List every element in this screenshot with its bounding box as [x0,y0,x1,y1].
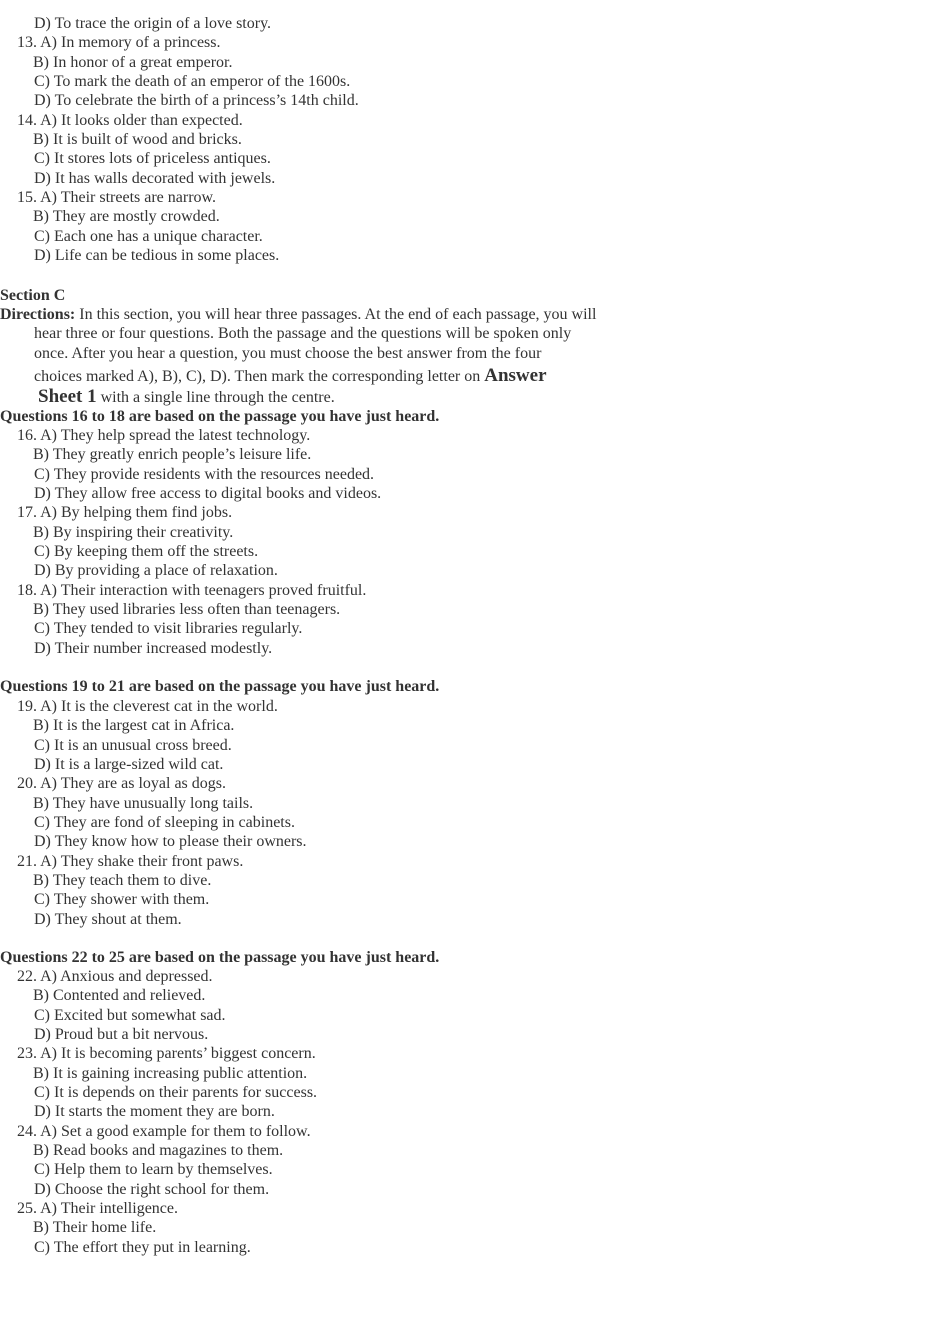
directions-text-5: with a single line through the centre. [96,389,335,406]
answer-option: C) They tended to visit libraries regularly. [34,620,303,637]
answer-option: C) Excited but somewhat sad. [34,1007,226,1024]
answer-option: B) They teach them to dive. [33,872,212,889]
answer-option: B) They greatly enrich people’s leisure life. [33,446,312,463]
answer-option: B) By inspiring their creativity. [33,524,234,541]
question-option-a: 15. A) Their streets are narrow. [17,189,217,206]
answer-option: C) By keeping them off the streets. [34,543,259,560]
question-option-a: 20. A) They are as loyal as dogs. [17,775,226,792]
answer-option: B) It is the largest cat in Africa. [33,717,235,734]
answer-option: D) They allow free access to digital books and videos. [34,485,382,502]
answer-option: B) Their home life. [33,1219,157,1236]
passage-2-heading: Questions 19 to 21 are based on the passage you have just heard. [0,678,440,695]
directions-line-2: hear three or four questions. Both the passage and the questions will be spoken only [34,325,572,342]
passage-3-heading: Questions 22 to 25 are based on the passage you have just heard. [0,949,440,966]
directions-label: Directions: [0,306,76,323]
question-option-a: 17. A) By helping them find jobs. [17,504,233,521]
answer-option: D) Choose the right school for them. [34,1181,270,1198]
question-option-a: 21. A) They shake their front paws. [17,853,244,870]
answer-option: C) They shower with them. [34,891,210,908]
answer-option: B) Read books and magazines to them. [33,1142,284,1159]
answer-option: B) It is built of wood and bricks. [33,131,242,148]
answer-option: C) It is an unusual cross breed. [34,737,232,754]
answer-option: D) To celebrate the birth of a princess’s 14th child. [34,92,359,109]
answer-option: D) It is a large-sized wild cat. [34,756,224,773]
directions-line-5 [38,385,335,409]
answer-option: C) To mark the death of an emperor of the 1600s. [34,73,351,90]
passage-1-heading: Questions 16 to 18 are based on the passage you have just heard. [0,408,440,425]
answer-option: C) They provide residents with the resources needed. [34,466,375,483]
question-option-a: 16. A) They help spread the latest technology. [17,427,311,444]
answer-option: B) They are mostly crowded. [33,208,220,225]
directions-text-1: In this section, you will hear three passages. At the end of each passage, you will [75,306,597,323]
question-option-a: 14. A) It looks older than expected. [17,112,243,129]
question-option-a: 23. A) It is becoming parents’ biggest concern. [17,1045,316,1062]
answer-option: D) It has walls decorated with jewels. [34,170,276,187]
answer-option: B) Contented and relieved. [33,987,206,1004]
answer-option: C) Each one has a unique character. [34,228,263,245]
answer-option: C) It stores lots of priceless antiques. [34,150,271,167]
answer-option: D) Life can be tedious in some places. [34,247,280,264]
question-option-a: 18. A) Their interaction with teenagers proved fruitful. [17,582,367,599]
answer-option: D) It starts the moment they are born. [34,1103,275,1120]
answer-option: C) They are fond of sleeping in cabinets. [34,814,295,831]
directions-line-3: once. After you hear a question, you must choose the best answer from the four [34,345,542,362]
answer-option: D) By providing a place of relaxation. [34,562,278,579]
answer-option: B) In honor of a great emperor. [33,54,233,71]
question-option-a: 22. A) Anxious and depressed. [17,968,213,985]
answer-option: C) It is depends on their parents for success. [34,1084,318,1101]
answer-option: C) The effort they put in learning. [34,1239,251,1256]
answer-option: D) They know how to please their owners. [34,833,307,850]
answer-option: D) To trace the origin of a love story. [34,15,272,32]
answer-sheet-word-sheet: Sheet 1 [38,386,97,407]
answer-option: B) They used libraries less often than teenagers. [33,601,341,618]
answer-option: D) Proud but a bit nervous. [34,1026,209,1043]
question-option-a: 24. A) Set a good example for them to follow. [17,1123,311,1140]
answer-option: D) Their number increased modestly. [34,640,273,657]
answer-option: C) Help them to learn by themselves. [34,1161,273,1178]
directions-line-1 [0,305,596,325]
section-title: Section C [0,287,66,304]
answer-sheet-word-answer: Answer [484,365,547,386]
directions-text-4: choices marked A), B), C), D). Then mark the corresponding letter on [34,368,485,385]
question-option-a: 13. A) In memory of a princess. [17,34,221,51]
answer-option: B) They have unusually long tails. [33,795,254,812]
answer-option: D) They shout at them. [34,911,182,928]
question-option-a: 25. A) Their intelligence. [17,1200,178,1217]
question-option-a: 19. A) It is the cleverest cat in the world. [17,698,278,715]
answer-option: B) It is gaining increasing public attention. [33,1065,308,1082]
